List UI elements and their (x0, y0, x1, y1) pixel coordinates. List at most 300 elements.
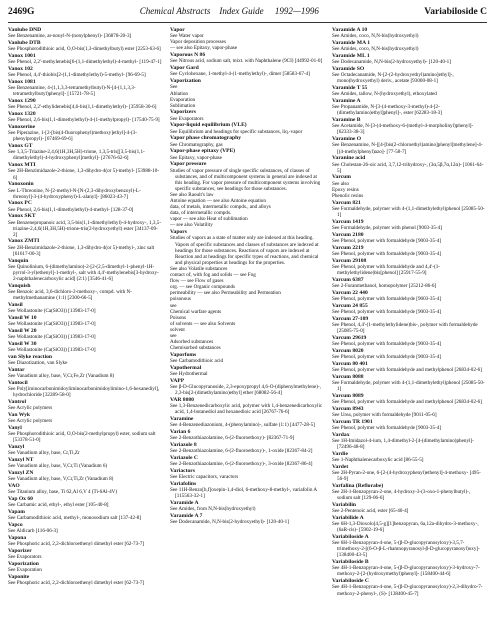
entry-line: See Aldicarb [116-06-3] (8, 528, 58, 535)
index-entry (332, 578, 486, 596)
entry-heading: Vapor phase chromatography (170, 135, 242, 142)
entry-line: See Benzenamine, N-[[4-[bis(2-chloroethyl)amino]phenyl]methylene]-4-[(4-methylphenyl)azo]- [77-58-7] (332, 142, 483, 155)
entry-heading: Vanquish (8, 282, 31, 289)
entry-heading: Vapor pressure (170, 161, 207, 168)
entry-line: See Diazotization, van Slyke (8, 360, 68, 367)
index-entry (332, 502, 486, 514)
entry-heading: Vansil W 10 (8, 314, 37, 321)
entry-heading: Vantrol (8, 398, 27, 405)
entry-heading: Vaporization (170, 78, 201, 85)
entry-heading: Varcum 29619 (332, 334, 367, 341)
index-entry (170, 416, 324, 428)
entry-heading: Varamide SO (332, 65, 365, 72)
index-name: Index Guide (219, 6, 264, 16)
entry-heading: Varanine acid (332, 155, 366, 162)
entry-heading: VAO (8, 482, 20, 489)
entry-heading: Varfalina (Reflorabe) (332, 482, 384, 489)
entry-line: See 2-Pentenoic acid, ester [65-40-4] (332, 508, 409, 515)
entry-line: See Phenol, 4,4'-(1-methylethylidene)bis-, polymer with formaldehyde [25085-75-0] (332, 321, 478, 334)
entry-heading: Vapor Gard (170, 65, 199, 72)
index-entry (8, 496, 162, 508)
entry-line: See Phenol, polymer with formaldehyde [9003-35-4] (332, 353, 442, 360)
entry-line: See 2-Benzothiazolamine, 6-(2-fluoroethoxy)-, 1-oxide [82367-84-2] (170, 448, 313, 455)
index-entry (170, 442, 324, 454)
index-entry (332, 483, 486, 501)
entry-line: Poisons (170, 314, 186, 321)
index-entry (8, 200, 162, 212)
index-entry (332, 316, 486, 334)
entry-line: See Wollastonite (Ca(SiO3)) [13983-17-0] (8, 321, 96, 328)
entry-heading: Vapor (170, 27, 185, 33)
index-entry (8, 457, 162, 469)
index-entry (170, 378, 324, 396)
entry-heading: Varcum 80 401 (332, 360, 368, 367)
index-entry (332, 53, 486, 65)
entry-line: See Benzenamine, 4-(1,1,3,3-tetramethylbutyl)-N-[4-(1,1,3,3-tetramethylbutyl)phenyl]- [15721-78-5] (8, 85, 136, 98)
entry-line: contact of, with fog and solids — see Fog (170, 272, 256, 279)
entry-line: flow — see Flow of gases (170, 278, 224, 285)
entry-heading: Vapor-liquid equilibrium (VLE) (170, 122, 247, 129)
entry-line: See Dodecanamide, N,N-bis(2-hydroxyethyl)- [120-40-1] (170, 519, 289, 526)
index-entry (332, 361, 486, 373)
entry-line: See 1-Naphthalenecarboxylic acid [86-55-5] (332, 457, 424, 463)
index-entry (8, 181, 162, 199)
entry-line: See 11H-Benzo[b,f]oxepin-1,4-diol, 6-methoxy-8-methyl-, variafolin A [115563-32-1] (170, 487, 317, 500)
index-entry (170, 52, 324, 64)
entry-line: See Cyclohexane, 1-methyl-4-(1-methylethyl)-, dimer [58583-67-4] (170, 71, 310, 78)
entry-line: data, of metals, intermetallic compds., and alloys (170, 204, 271, 211)
entry-heading: Vapco (8, 521, 23, 528)
index-entry (332, 136, 486, 154)
entry-heading: VAR 8080 (170, 396, 194, 403)
entry-line: See Formaldehyde, polymer with 4-(1,1-dimethylethyl)phenol [25085-50-1] (332, 379, 485, 392)
entry-heading: Varamide MA 1 (332, 39, 371, 46)
entry-line: See Amides, coco, N,N-bis(hydroxyethyl) (332, 46, 419, 53)
entry-heading: Vanox MTI (8, 162, 36, 169)
entry-line: See Evaporators (8, 553, 42, 560)
index-entry (170, 122, 324, 134)
entry-line: See Wollastonite (Ca(SiO3)) [13983-17-0] (8, 347, 96, 354)
entry-line: Phenolic resins (332, 192, 364, 199)
entry-line: See Phenol, polymer with formaldehyde [9003-35-4] (332, 237, 442, 244)
entry-heading: Vardax (332, 431, 350, 438)
entry-heading: Vapor-phase epitaxy (VPE) (170, 148, 236, 155)
entry-line: See Amides, tallow, N-(hydroxyethyl), ethoxylated (332, 91, 437, 98)
index-entry (8, 399, 162, 411)
entry-line: See Nitrous acid, sodium salt, mixt. with Naphthalene (9CI) [44992-01-0] (170, 58, 323, 65)
entry-line: Epoxy resins (332, 186, 359, 193)
entry-line: Ablation (170, 90, 188, 97)
entry-heading: Vaporizer (8, 547, 32, 554)
entry-line: See Dodecanamide, N,N-bis(2-hydroxyethyl)- [120-40-1] (332, 59, 451, 66)
entry-heading: Varcum 22 440 (332, 289, 368, 296)
index-entry (8, 425, 162, 443)
entry-line: See Phenol, polymer with formaldehyde [9003-35-4] (332, 424, 442, 431)
entry-line: See Quinolinium, 6-(dimethylamino)-2-[2-(2,5-dimethyl-1-phenyl-1H-pyrrol-3-yl)ethenyl]-1-methyl-, salt with 4,4'-methylenebis[3-hydroxy-2-naphthalenecarboxylic acid] (2:1) [3546-41-6] (8, 263, 159, 283)
entry-heading: Varcum 8089 (332, 392, 364, 399)
entry-heading: Varamide ML 1 (332, 52, 370, 59)
index-entry (8, 213, 162, 238)
entry-line: See Benzoic acid, 3,6-dichloro-2-methoxy-, compd. with N-methylmethanamine (1:1) [2300-66-5] (8, 289, 132, 302)
entry-line: See also (332, 180, 349, 187)
entry-heading: Varamide T 55 (332, 85, 368, 92)
entry-line: poisonous (170, 296, 191, 303)
entry-heading: Vardet (332, 463, 349, 470)
entry-line: See also Volatile substances (170, 265, 228, 272)
entry-heading: Varcum 2219 (332, 244, 364, 251)
entry-heading: Variabilide A (332, 514, 364, 521)
entry-line: Vapor deposition processes (170, 39, 226, 46)
entry-heading: Varamine O (332, 136, 362, 143)
index-entry (8, 315, 162, 327)
entry-heading: Vanlube DND (8, 27, 42, 33)
entry-line: See Amides, coco, N,N-bis(hydroxyethyl) (332, 33, 419, 40)
index-entry (170, 513, 324, 525)
index-entry (332, 419, 486, 431)
entry-line: Chemisorbed substances (170, 345, 221, 352)
index-entry (8, 470, 162, 482)
entry-heading: Variabiloside A (332, 533, 369, 540)
index-entry (332, 277, 486, 289)
entry-line: See Phosphorodithioic acid, O,O-bis(2-methylpropyl) ester, sodium salt [53378-51-0] (8, 431, 156, 444)
entry-line: See Acrylic polymers (8, 418, 53, 425)
entry-heading: Variazole C (170, 454, 198, 461)
entry-line: See 2-Benzothiazolamine, 6-(2-fluoroethoxy)-, 3-oxide [82367-86-4] (170, 461, 313, 468)
entry-heading: Varamide A (170, 499, 199, 506)
entry-heading: Vapona (8, 534, 27, 541)
entry-line: See Amides, from N,N-bis(hydroxyethyl) (170, 506, 256, 513)
index-entry (8, 444, 162, 456)
index-entry (8, 283, 162, 301)
entry-heading: Vardie (332, 450, 348, 457)
entry-line: See 2H-1-Benzopyran-2-one, 4-hydroxy-3-(3-oxo-1-phenylbutyl)-, sodium salt [129-06-6] (332, 489, 471, 502)
entry-heading: Vanzyl ZN (8, 469, 34, 476)
entry-heading: Varcum 8020 (332, 347, 364, 354)
index-columns (8, 27, 487, 639)
index-entry (332, 245, 486, 257)
entry-heading: Varamine A (332, 98, 361, 105)
index-entry (332, 515, 486, 533)
running-title (140, 6, 319, 16)
index-entry (8, 367, 162, 379)
entry-line: See L-Threonine, N-[2-methyl-N-[N-(2,3-dihydroxybenzoyl)-L-threonyl]-3-(4-hydroxyphenyl)-L-alanyl]- [86023-43-7] (8, 187, 141, 200)
index-entry (332, 27, 486, 39)
entry-line: See Titanium alloy, base, Ti 62,Al 6,V 4 (Ti-6Al-4V) (8, 489, 118, 496)
entry-heading: Varamine (170, 415, 194, 422)
index-entry (332, 200, 486, 218)
entry-heading: Vanquin (8, 257, 29, 264)
entry-line: Chemical warfare agents (170, 308, 222, 315)
entry-heading: Varcum 2180 (332, 231, 364, 238)
index-entry (8, 111, 162, 123)
entry-line: See β-D-Glucopyranoside, 2,3-epoxypropyl 4,6-O-(diphenylmethylene)-, 2,3-bis[2-(dimethylamino)ethyl] ether [68082-56-4] (170, 384, 321, 397)
index-entry (8, 53, 162, 65)
entry-line: See 6H-1-Benzopyran-4-one, 5-(β-D-glucopyranosyloxy)-3,5,7-trimethoxy-2-[(6-O-β-L-rhamnopyranosyl-β-D-glucopyranosyl)oxy]- [138400-43-5] (332, 540, 480, 559)
index-entry (8, 483, 162, 495)
index-entry (332, 174, 486, 199)
index-entry (8, 561, 162, 573)
entry-heading: Vaponite (8, 573, 30, 580)
index-entry (332, 559, 486, 577)
entry-line: See Formaldehyde, polymer with 4-(1,1-dimethylethyl)phenol [25085-50-1] (332, 205, 485, 218)
entry-line: See Phenol, 2,6-bis(1,1-dimethylethyl)-4-methyl- [128-37-0] (8, 206, 134, 213)
entry-line: See Evaporation (8, 566, 42, 573)
index-entry (8, 162, 162, 180)
index-entry (332, 464, 486, 482)
index-entry (332, 219, 486, 231)
index-entry (332, 66, 486, 84)
entry-line: See Evaporators (170, 115, 204, 122)
entry-line: See Phenol, polymer with formaldehyde [9003-35-4] (332, 308, 442, 315)
entry-line: vapor — see also Heat of sublimation (170, 216, 248, 223)
entry-line: See Chromatography, gas (170, 141, 223, 148)
entry-line: See Vanadium alloy, base, Cr,Ti,Zr (8, 450, 80, 457)
entry-line: — see also Epitaxy, vapor-phase (170, 45, 238, 52)
entry-line: solvent (170, 326, 185, 333)
entry-heading: Vanox 1001 (8, 52, 36, 59)
index-entry (170, 161, 324, 228)
entry-line: See 2H-Pyran-2-one, 6-[2-(4-hydroxyphenyl)ethenyl]-4-methoxy- [495-56-9] (332, 469, 481, 483)
entry-heading: Varcum 8088 (332, 373, 364, 380)
entry-heading: Varcum 8943 (332, 405, 364, 412)
index-entry (170, 229, 324, 351)
entry-line: Studies of vapors as a state of matter only are indexed at this heading. Vapors of specific substances and classes of substances are indexed at headings for those substances. Reactions of vapors are indexed at Reaction and at headings for specific types of reactions, and chemical and physical properties at headings for the properties. (170, 235, 319, 266)
entry-heading: Variazole 8 (170, 441, 197, 448)
entry-heading: van Slyke reaction (8, 353, 53, 360)
entry-line: See Acetamide, N-[3-(4-methoxy-6-(methyl-4-morpholinyl)phenyl]- [62333-38-3] (332, 123, 474, 136)
entry-line: See Benzenamine, ar-nonyl-N-(nonylphenyl)- [36878-20-3] (8, 33, 132, 40)
entry-line: See Equilibrium and headings for specific substances, liq.-vapor (170, 128, 303, 135)
entry-heading: Vansil W 20 (8, 327, 37, 334)
index-entry (8, 574, 162, 586)
entry-heading: Varamine B (332, 117, 361, 124)
entry-line: See 1,3,5-Triazine-2,4,6(1H,3H,5H)-trione, 1,3,5-tris[[3,5-bis(1,1-dimethylethyl)-4-hydroxyphenyl]methyl]- [27676-62-6] (8, 149, 145, 162)
entry-line: See Phosphoric acid, 2,2-dichloroethenyl dimethyl ester [62-73-7] (8, 579, 145, 586)
index-entry (170, 365, 324, 377)
index-entry (332, 393, 486, 405)
index-entry (8, 40, 162, 52)
entry-heading: Vanox 1081 (8, 78, 36, 85)
index-entry (8, 328, 162, 340)
index-entry (332, 117, 486, 135)
index-entry (170, 455, 324, 467)
index-entry (8, 341, 162, 353)
entry-heading: Varcum 27-109 (332, 315, 369, 322)
entry-heading: Vanox SKT (8, 213, 36, 220)
page-topic: Variabiloside C (424, 7, 487, 17)
index-entry (332, 374, 486, 392)
entry-line: See Phenol, 2,2'-methylenebis[6-(1,1-dimethylethyl)-4-methyl- [119-47-1] (8, 59, 162, 66)
index-entry (8, 124, 162, 142)
entry-line: Adsorbed substances (170, 339, 214, 346)
entry-line: See Phosphorodithioic acid, O,O-bis(1,3-dimethylbutyl) ester [2253-63-6] (8, 46, 161, 53)
entry-heading: Vaporfoms (170, 351, 197, 358)
entry-line: See Epitaxy, vapor-phase (170, 154, 222, 161)
entry-line: See Carbamic acid, ethyl-, ethyl ester [105-40-8] (8, 502, 109, 509)
entry-heading: Vanox PC (8, 200, 32, 207)
entry-heading: Varcum 6387 (332, 276, 364, 283)
entry-heading: Vanox ZMTI (8, 238, 40, 245)
index-entry (332, 348, 486, 360)
entry-heading: Vanzyl NT (8, 456, 34, 463)
index-entry (170, 352, 324, 364)
index-entry (8, 143, 162, 161)
entry-line: See 2H-Benzimidazole-2-thione, 1,3-dihydro-4(or 5)-methyl- [53988-10-6] (8, 168, 160, 181)
entry-heading: Varcum 24 855 (332, 302, 368, 309)
entry-line: See Vanadium alloy, base, V,Cr,Fe,Zr (Vanadium 8) (8, 373, 115, 379)
entry-heading: Vapothermal (170, 364, 202, 371)
index-entry (332, 303, 486, 315)
index-column-3 (332, 27, 486, 639)
entry-line: See Poly[iminocarbonimidoyliminocarbonimidoylimino-1,6-hexanediyl], hydrochloride [32289-58-0] (8, 385, 160, 399)
index-column-1 (8, 27, 162, 639)
entry-line: See Phenol, polymer with formaldehyde [9003-35-4] (332, 250, 442, 257)
index-entry (332, 451, 486, 463)
entry-heading: Varian 6 (170, 428, 191, 435)
entry-line: See Phenol, 2,2'-ethylidenebis[4,6-bis(1,1-dimethylethyl)- [35958-30-6] (8, 104, 157, 111)
entry-line: of solvents — see also Solvents (170, 320, 236, 327)
entry-line: See Formaldehyde, polymer with phenol [9003-35-4] (332, 224, 442, 231)
index-entry (8, 79, 162, 97)
entry-line: See Vanadium alloy, base, V,Cr,Ti,Zr (Vanadium 8) (8, 476, 114, 483)
entry-line: See Phenol, 2,6-bis(1,1-dimethylethyl)-4-(1-methylpropyl)- [17540-75-9] (8, 117, 160, 124)
year-range: 1992—1996 (274, 6, 319, 16)
entry-line: See also Raoult's law (170, 192, 214, 199)
entry-line: See Phenol, polymer with formaldehyde [9003-35-4] (332, 340, 442, 347)
entry-heading: Varcum 29108 (332, 257, 367, 264)
entry-line: See Acrylic polymers (8, 405, 53, 412)
entry-heading: Variafolins (170, 480, 197, 487)
entry-heading: Vanlube DTB (8, 39, 41, 46)
index-entry (332, 335, 486, 347)
entry-heading: Variabiloside C (332, 578, 369, 585)
entry-heading: Vantocil (8, 379, 28, 386)
entry-line: See Cholestan-26-oic acid, 3,7,12-trihydroxy-, (3α,5β,7α,12α)- [1061-64-5] (332, 161, 484, 174)
entry-line: See 2-Furanmethanol, homopolymer [25212-86-6] (332, 282, 437, 289)
index-entry (8, 548, 162, 560)
index-column-2 (170, 27, 324, 639)
entry-heading: Variabiloside B (332, 559, 369, 566)
entry-line: Sublimation (170, 102, 196, 109)
entry-heading: Varamide A 7 (170, 512, 203, 519)
index-entry (332, 40, 486, 52)
entry-line: See Vanadium alloy, base, V,Cr,Ti (Vanadium 6) (8, 463, 108, 470)
entry-heading: Vanoxerine (8, 123, 36, 130)
entry-line: see (170, 302, 177, 309)
entry-line: See Benzenepropanoic acid, 3,5-bis(1,1-dimethylethyl)-4-hydroxy-, 1,3,5-triazine-2,4,6(1H,3H,5H)-trione-tris(2-hydroxyethyl) ester [34137-09-2] (8, 219, 162, 238)
index-entry (8, 380, 162, 398)
entry-line: Studies of vapor pressure of single specific substances, of classes of substances, and of multicomponent systems in general are indexed at this heading. For vapor pressure of multicomponent systems involving specific substances, see headings for those substances. (170, 167, 321, 192)
page-code: 2469G (8, 7, 35, 17)
entry-heading: Vaporizers (170, 109, 196, 116)
index-entry (332, 534, 486, 559)
entry-line: See 4H-1-Benzopyran-4-one, 5-(β-D-glucopyranosyloxy)-2,3-dihydro-7-methoxy-2-phenyl-, (S)- [138400-45-7] (332, 584, 483, 597)
entry-heading: Vap Ox 60 (8, 495, 33, 502)
entry-line: See 6H-1,3-Dioxolo[4,5-g][1]benzopyran, 6a,12a-dihydro-3-methoxy-, (6aR-cis)- [5902-19-6] (332, 521, 479, 534)
index-entry (170, 27, 324, 52)
entry-line: See Phenol, polymer with formaldehyde [9003-35-4] (332, 295, 442, 302)
entry-line: See 4H-1-Benzopyran-4-one, 5-(β-D-glucopyranosyloxy)-3-hydroxy-7-methoxy-2-[2-(hydroxymethyl)phenyl]- [158400-44-6] (332, 565, 480, 578)
entry-line: See 1H-Imidazol-4-ium, 1,4-dimethyl-2-[4-(dimethylamino)phenyl]- [72496-48-8] (332, 437, 474, 451)
entry-line: See Phenol, polymer with formaldehyde and methylphenol [26834-02-6] (332, 398, 482, 405)
index-entry (170, 500, 324, 512)
entry-line: See (170, 84, 178, 91)
entry-heading: Vanoxonin (8, 181, 34, 188)
entry-heading: Van Wyk (8, 411, 31, 418)
entry-heading: Vantar (8, 366, 25, 373)
index-entry (332, 432, 486, 450)
entry-heading: Varcum 821 (332, 199, 361, 206)
entry-heading: Varcum 1419 (332, 218, 364, 225)
entry-heading: Vanox 102 (8, 65, 33, 72)
index-entry (170, 429, 324, 441)
entry-line: permeability — see also Permeability and Permeation (170, 290, 281, 297)
index-entry (8, 66, 162, 78)
page-header (8, 6, 487, 23)
entry-line: See Phosphoric acid, 2,2-dichloroethenyl dimethyl ester [62-73-7] (8, 541, 145, 547)
entry-line: See Wollastonite (Ca(SiO3)) [13983-17-0] (8, 334, 96, 341)
index-entry (170, 78, 324, 109)
entry-line: See 2-Benzothiazolamine, 6-(2-fluoroethoxy)- [82367-71-9] (170, 435, 295, 442)
index-entry (332, 232, 486, 244)
journal-name: Chemical Abstracts (139, 6, 211, 16)
entry-heading: Vapam (8, 508, 25, 515)
entry-heading: Variactors (170, 467, 195, 474)
index-entry (8, 238, 162, 256)
index-entry (170, 109, 324, 121)
entry-heading: Vanyl (8, 424, 22, 431)
entry-heading: Vapors (170, 229, 187, 236)
entry-line: See Carbamodithioic acid (170, 358, 224, 365)
entry-heading: Varcum TR 1901 (332, 418, 373, 425)
index-entry (8, 302, 162, 314)
index-entry (170, 148, 324, 160)
index-entry (332, 85, 486, 97)
entry-heading: Vanox 1320 (8, 111, 36, 117)
index-entry (8, 509, 162, 521)
entry-heading: Varcum (332, 174, 351, 181)
entry-line: data, of intermetallic compds. (170, 210, 232, 217)
entry-heading: Vanox 1290 (8, 98, 36, 105)
entry-line: Evaporation (170, 96, 196, 103)
entry-line: Antoine equation — see also Antoine equation (170, 198, 266, 205)
entry-line: See Phenol, polymer with formaldehyde and methylphenol [26834-02-6] (332, 366, 482, 373)
entry-heading: Vaporous N 86 (170, 52, 206, 59)
entry-line: see (170, 332, 177, 339)
index-entry (332, 155, 486, 173)
index-entry (8, 354, 162, 366)
index-entry (332, 98, 486, 116)
index-entry (170, 397, 324, 415)
index-entry (170, 481, 324, 499)
index-entry (8, 27, 162, 39)
index-entry (332, 290, 486, 302)
entry-line: — see also Volatility (170, 222, 213, 229)
entry-line: See Propanamide, N-[3-(4-methoxy-3-methyl)-4-[2-(dimethylamino)ethyl]phenyl]-, ester [62283-18-3] (332, 104, 442, 117)
entry-heading: Vaporization (8, 560, 39, 567)
entry-heading: Varamide A 10 (332, 27, 368, 33)
entry-heading: Variabilin (332, 501, 357, 508)
index-entry (170, 65, 324, 77)
entry-line: See Wollastonite (Ca(SiO3)) [13983-17-0] (8, 308, 96, 315)
entry-line: See Piperazine, 1-[2-[bis(4-fluorophenyl)methoxy]ethyl]-4-(3-phenylpropyl)- [67469-69-6] (8, 130, 137, 143)
index-entry (332, 406, 486, 418)
index-entry (332, 258, 486, 276)
entry-heading: Vanox GT (8, 143, 33, 150)
index-entry (8, 98, 162, 110)
entry-line: See 1,3-Benzenedicarboxylic acid, polymer with 1,4-benzenedicarboxylic acid, 1,4-butanediol and hexanedioic acid [26767-76-6] (170, 403, 323, 416)
index-entry (8, 412, 162, 424)
